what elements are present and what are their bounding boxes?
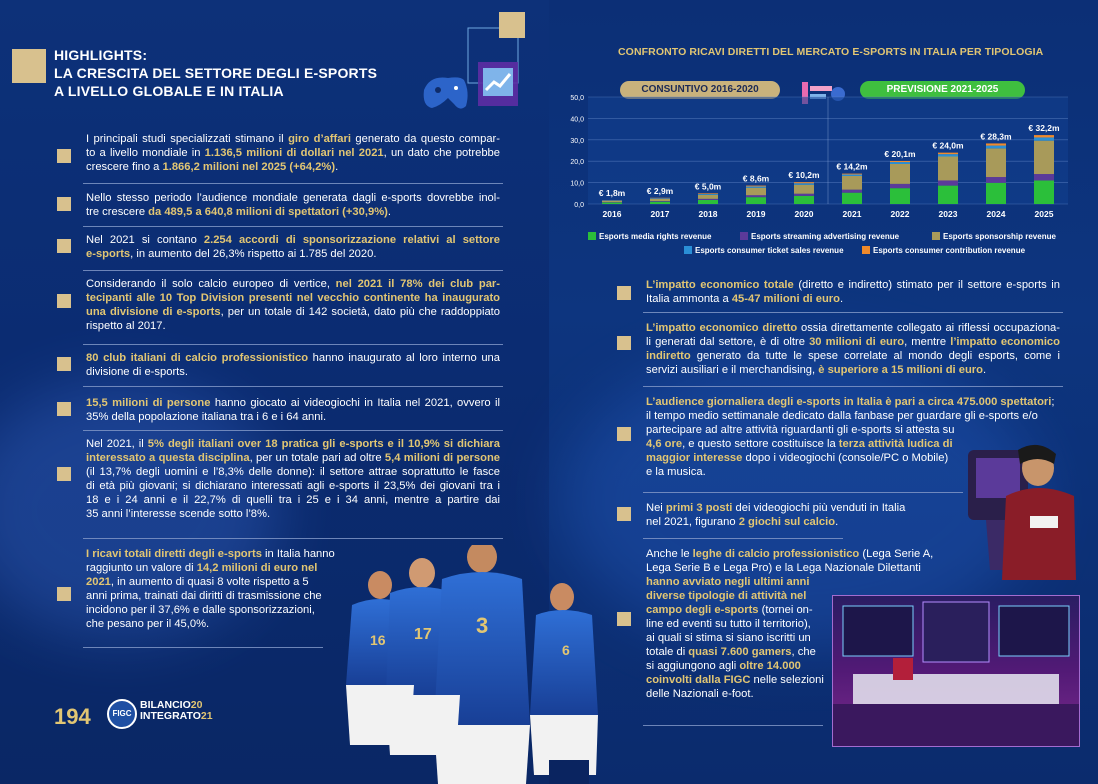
text-segment: Nel 2021, il [86,438,148,450]
text-segment: generato da questo compar- [350,133,500,145]
text-segment: hanno giocato ai videogiochi in Italia nel 2021, ovvero il [210,397,500,409]
text-segment: nelle selezioni [750,674,824,686]
text-segment: I ricavi totali diretti degli e-sports [86,548,262,560]
item-separator [83,344,503,345]
bar-segment [986,148,1006,177]
bar-segment [1034,137,1054,140]
x-tick-label: 2018 [698,209,718,219]
brand-line: INTEGRATO [140,710,201,722]
text-segment: servizi ausiliari e il merchandising, [646,364,819,376]
text-segment: Nel 2021 si contano [86,234,204,246]
bullet-square [57,357,71,371]
bar-segment [602,201,622,202]
svg-text:3: 3 [476,613,489,638]
text-segment: ai quali si stima si siano iscritti un [646,632,811,644]
text-segment: (il 13,7% degli uomini e l’8,3% delle donne): il settore attrae soprattutto le fasce [86,466,500,478]
left-highlight-item [86,191,500,219]
bar-segment [938,186,958,204]
figc-logo: FIGC [107,699,137,729]
text-segment: incidono per il 37,6% e dalle sponsorizzazioni, [86,604,315,616]
text-line [86,437,500,451]
esports-arena-stage-image [832,595,1080,747]
bullet-square [57,239,71,253]
item-separator [83,647,323,648]
bar-total-label: € 8,6m [742,173,770,184]
bullet-square [617,286,631,300]
bar-segment [794,194,814,196]
text-segment: e-sports [86,248,131,260]
text-segment: da 489,5 a 640,8 milioni di spettatori (+30,9%) [148,206,388,218]
text-segment: partecipare ad altre attività riguardanti gli e-sports si attesta su [646,424,955,436]
text-line [86,291,500,305]
text-segment: divisione di e-sports. [86,366,188,378]
bar-segment [1034,174,1054,180]
x-tick-label: 2016 [602,209,622,219]
bar-segment [602,203,622,204]
bar-segment [842,193,862,204]
text-line [86,547,344,561]
text-segment: in Italia hanno [261,548,335,560]
text-line [646,395,1060,409]
text-segment: quasi 7.600 gamers [688,646,792,658]
legend-swatch [588,232,596,240]
text-line [86,575,344,589]
text-segment: . [835,516,839,528]
legend-entry [684,246,844,255]
x-tick-label: 2019 [746,209,766,219]
item-separator [643,725,823,726]
text-segment: 2021 [86,576,111,588]
bar-segment [698,199,718,200]
text-segment: Lega Serie B e Lega Pro) e la Lega Nazionale Dilettanti [646,562,921,574]
text-line [646,335,1060,349]
text-segment: Anche le [646,548,693,560]
bar-segment [650,202,670,204]
title-line: A LIVELLO GLOBALE E IN ITALIA [54,83,284,99]
text-line [646,575,956,589]
left-highlight-item [86,396,500,424]
text-segment: una divisione di e-sports [86,306,221,318]
text-segment: 30 milioni di euro [809,336,905,348]
text-segment: . [387,206,391,218]
text-line [86,561,344,575]
item-separator [83,183,503,184]
section-title [54,46,377,100]
text-line [86,507,500,521]
bar-total-label: € 10,2m [788,170,820,181]
text-line [86,617,344,631]
text-line [86,305,500,319]
text-segment: , un dato che potrebbe [383,147,500,159]
bar-segment [746,188,766,195]
text-line [646,561,956,575]
y-tick-label: 10,0 [570,180,584,188]
text-segment: (Lega Serie A, [859,548,934,560]
text-segment: leghe di calcio professionistico [692,548,860,560]
text-segment: maggior interesse [646,452,743,464]
text-segment: Nello stesso periodo l’audience mondiale generata dagli e-sports dovrebbe inol- [86,192,500,204]
bar-segment [842,190,862,193]
item-separator [83,538,503,539]
x-tick-label: 2017 [650,209,670,219]
bar-segment [746,186,766,187]
text-segment: ossia direttamente collegato ai riflessi occupaziona- [797,322,1060,334]
legend-swatch [932,232,940,240]
text-line [86,493,500,507]
text-segment: 45-47 milioni di euro [731,293,840,305]
bar-segment [698,193,718,194]
text-line [86,233,500,247]
text-segment: crescere fino a [86,161,163,173]
text-segment: rispetto al 2017. [86,320,166,332]
bar-segment [794,196,814,204]
bullet-square [617,427,631,441]
text-segment: Italia ammonta a [646,293,732,305]
bar-segment [890,184,910,188]
period-label-previsione: PREVISIONE 2021-2025 [860,81,1025,99]
text-line [646,349,1060,363]
text-line [86,247,500,261]
text-line [86,205,500,219]
bar-total-label: € 5,0m [694,181,722,192]
bar-segment [746,195,766,197]
national-team-players-image [330,545,600,784]
page-number: 194 [54,704,91,729]
legend-label: Esports media rights revenue [599,232,712,241]
bar-segment [986,143,1006,145]
period-label-consuntivo: CONSUNTIVO 2016-2020 [620,81,780,99]
text-segment: nel 2021 il 78% dei club par- [335,278,500,290]
text-segment: 15,5 milioni di persone [86,397,211,409]
bar-segment [698,194,718,195]
x-tick-label: 2022 [890,209,910,219]
left-highlight-item [86,132,500,174]
bar-segment [650,198,670,199]
left-highlight-item [86,547,344,631]
x-tick-label: 2020 [794,209,814,219]
text-segment: di età più giovani; si dichiarano interessati agli e-sports il 23,5% dei giovani tra i [86,480,500,492]
bar-total-label: € 32,2m [1028,123,1060,134]
bar-total-label: € 24,0m [932,140,964,151]
svg-text:6: 6 [562,642,570,658]
bullet-square [57,149,71,163]
text-segment: , per un totale di 142 società, dato più che raddoppiato [220,306,500,318]
bar-segment [938,180,958,185]
text-line [86,191,500,205]
text-segment: 35% della popolazione italiana tra i 6 e i 64 anni. [86,411,327,423]
text-segment: L’audience giornaliera degli e-sports in Italia è pari a circa 475.000 spettatori [646,396,1052,408]
text-segment: è superiore a 15 milioni di euro [818,364,983,376]
text-segment: , mentre [904,336,951,348]
text-line [646,363,1060,377]
text-line [86,603,344,617]
text-segment: hanno avviato negli ultimi anni [646,576,810,588]
page-fold-shadow [549,760,589,784]
text-segment: hanno inaugurato al loro interno una [308,352,500,364]
y-tick-label: 50,0 [570,95,584,102]
left-highlight-item [86,437,500,521]
text-line [86,146,500,160]
bullet-square [57,587,71,601]
y-tick-label: 30,0 [570,137,584,145]
text-segment: dopo i videogiochi (console/PC o Mobile) [742,452,949,464]
item-separator [83,270,503,271]
text-line [646,423,1060,437]
text-segment: oltre 14.000 [739,660,801,672]
text-line [86,160,500,174]
bar-segment [746,197,766,204]
legend-label: Esports streaming advertising revenue [751,232,900,241]
text-segment: . [840,293,844,305]
bullet-square [57,197,71,211]
text-segment: 5% degli italiani over 18 pratica gli e-sports e il 10,9% si dichiara [147,438,500,450]
text-segment: Nei [646,502,666,514]
bar-segment [1034,135,1054,137]
text-line [86,365,500,379]
text-line [86,396,500,410]
brand-year: 21 [200,710,213,722]
text-segment: Considerando il solo calcio europeo di vertice, [86,278,336,290]
left-highlight-item [86,233,500,261]
bar-segment [842,174,862,175]
bar-segment [746,186,766,187]
text-segment: . [983,364,987,376]
bar-segment [1034,141,1054,174]
text-line [86,451,500,465]
svg-text:17: 17 [414,626,432,643]
legend-label: Esports sponsorship revenue [943,232,1056,241]
text-segment: 2 giochi sul calcio [738,516,836,528]
bar-segment [650,199,670,201]
text-segment: che pesano per il 45,0%. [86,618,210,630]
item-separator [83,386,503,387]
text-segment: l’impatto economico [950,336,1060,348]
left-highlight-item [86,351,500,379]
title-line: LA CRESCITA DEL SETTORE DEGLI E-SPORTS [54,65,378,81]
legend-label: Esports consumer contribution revenue [873,246,1026,255]
bar-total-label: € 2,9m [646,185,674,196]
text-line [86,351,500,365]
bar-segment [794,183,814,184]
text-segment: I principali studi specializzati stimano il [86,133,289,145]
decorative-square [499,12,525,38]
text-segment: 80 club italiani di calcio professionistico [86,352,309,364]
bar-total-label: € 28,3m [980,131,1012,142]
text-segment: ; [1051,396,1055,408]
text-segment: 14,2 milioni di euro nel [196,562,318,574]
bar-segment [986,146,1006,149]
text-segment: raggiunto un valore di [86,562,197,574]
text-line [646,515,946,529]
bullet-square [57,294,71,308]
text-segment: delle Nazionali e-foot. [646,688,754,700]
bar-total-label: € 20,1m [884,148,916,159]
item-separator [643,386,1063,387]
bar-segment [794,185,814,194]
text-segment: 2.254 accordi di sponsorizzazione relativi al settore [203,234,500,246]
left-highlight-item [86,277,500,333]
bar-segment [794,182,814,183]
brand-mark [140,700,213,722]
chart-title: CONFRONTO RICAVI DIRETTI DEL MERCATO E-SPORTS IN ITALIA PER TIPOLOGIA [618,46,1044,58]
text-segment: , che [791,646,816,658]
text-line [86,132,500,146]
item-separator [643,492,963,493]
text-line [86,465,500,479]
text-line [646,292,1060,306]
text-line [646,278,1060,292]
x-tick-label: 2024 [986,209,1006,219]
text-line [86,410,500,424]
bar-segment [890,188,910,204]
text-segment: giro d’affari [288,133,351,145]
text-segment: diverse tipologie di attività nel [646,590,807,602]
legend-swatch [862,246,870,254]
legend-swatch [684,246,692,254]
legend-label: Esports consumer ticket sales revenue [695,246,844,255]
y-tick-label: 20,0 [570,159,584,167]
bullet-square [617,336,631,350]
bar-segment [1034,180,1054,204]
arena-stage-scene [833,596,1079,746]
bullet-square [57,467,71,481]
title-line: HIGHLIGHTS: [54,47,148,63]
text-segment: campo degli e-sports [646,604,759,616]
text-segment: line ed eventi su tutto il territorio), [646,618,811,630]
item-separator [83,226,503,227]
text-line [86,319,500,333]
text-segment: indiretto [646,350,691,362]
bar-segment [986,177,1006,183]
bar-segment [938,154,958,156]
bar-segment [698,195,718,199]
text-segment: , e questo settore costituisce la [682,438,839,450]
bar-segment [890,164,910,184]
text-segment: li generati dal settore, è di oltre [646,336,810,348]
text-segment: , per un totale pari ad oltre [249,452,385,464]
y-tick-label: 0,0 [574,202,584,209]
brand-year: 20 [190,699,203,711]
bar-segment [842,174,862,175]
title-square-marker [12,49,46,83]
text-segment: 18 e i 24 anni e il 22,7% di quelli tra i 25 e i 34 anni, mentre a partire dai [86,494,500,506]
svg-text:16: 16 [370,632,386,648]
text-segment: nel 2021, figurano [646,516,739,528]
bar-total-label: € 1,8m [598,188,626,199]
x-tick-label: 2023 [938,209,958,219]
text-segment: dei videogiochi più venduti in Italia [732,502,906,514]
bar-segment [986,183,1006,204]
item-separator [643,538,843,539]
legend-entry [740,232,899,241]
text-segment: 1.136,5 milioni di dollari nel 2021 [204,147,384,159]
legend-entry [932,232,1056,241]
text-segment: 35 anni l’interesse scende sotto l’8%. [86,508,271,520]
bar-segment [650,201,670,202]
y-tick-label: 40,0 [570,116,584,124]
legend-entry [862,246,1025,255]
text-segment: coinvolti dalla FIGC [646,674,751,686]
text-segment: (tornei on- [758,604,813,616]
text-segment: tre crescere [86,206,149,218]
bar-segment [890,162,910,164]
text-segment: L’impatto economico diretto [646,322,798,334]
text-line [646,547,956,561]
text-segment: , in aumento del 26,3% rispetto ai 1.785 del 2020. [130,248,377,260]
item-separator [643,312,1063,313]
bar-segment [938,156,958,180]
text-segment: 1.866,2 milioni nel 2025 (+64,2%) [162,161,336,173]
text-segment: generato da tutte le spese correlate al mondo degli esports, come i [690,350,1060,362]
bullet-square [57,402,71,416]
legend-swatch [740,232,748,240]
text-segment: interessato a questa disciplina [86,452,250,464]
legend-entry [588,232,711,241]
text-line [646,321,1060,335]
brand-line: BILANCIO [140,699,191,711]
esports-player-with-trophy-image [966,440,1076,580]
text-segment: (diretto e indiretto) stimato per il settore e-sports in [793,279,1060,291]
x-tick-label: 2025 [1034,209,1054,219]
bar-segment [938,153,958,154]
text-segment: , in aumento di quasi 8 volte rispetto a 5 [110,576,309,588]
text-segment: terza attività ludica di [838,438,953,450]
text-line [86,479,500,493]
text-segment: L’impatto economico totale [646,279,794,291]
text-segment: totale di [646,646,689,658]
esports-controller-icon [420,20,555,115]
right-highlight-item [646,501,946,529]
bar-segment [698,200,718,204]
text-segment: e la musica. [646,466,706,478]
text-segment: si aggiungono agli [646,660,740,672]
item-separator [83,430,503,431]
text-segment: 4,6 ore [646,438,683,450]
right-highlight-item [646,278,1060,306]
text-line [86,589,344,603]
text-segment: . [335,161,339,173]
bullet-square [617,612,631,626]
text-line [646,501,946,515]
text-segment: primi 3 posti [665,502,733,514]
bar-total-label: € 14,2m [836,161,868,172]
right-highlight-item [646,321,1060,377]
bullet-square [617,507,631,521]
text-segment: anni prima, trainati dai diritti di trasmissione che [86,590,322,602]
text-segment: tecipanti alle 10 Top Division presenti nel vecchio continente ha inaugurato [86,292,500,304]
text-segment: il tempo medio settimanale dedicato dalla fanbase per guardare gli e-sports e/o [646,410,1038,422]
bar-segment [890,161,910,162]
text-segment: to a livello mondiale in [86,147,205,159]
text-line [646,409,1060,423]
bar-segment [842,176,862,190]
text-segment: 5,4 milioni di persone [384,452,500,464]
x-tick-label: 2021 [842,209,862,219]
text-line [86,277,500,291]
